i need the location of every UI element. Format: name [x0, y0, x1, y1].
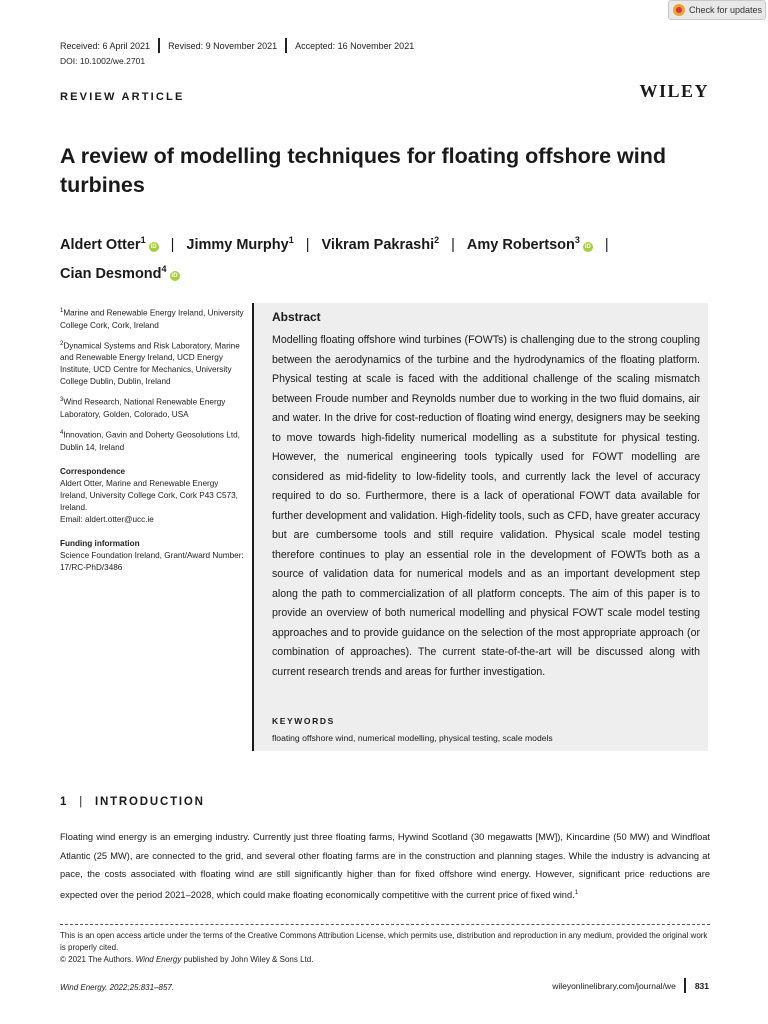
- paper-title: A review of modelling techniques for floating offshore wind turbines: [60, 144, 667, 197]
- article-dates: [60, 38, 414, 53]
- introduction-paragraph: Floating wind energy is an emerging industry. Currently just three floating farms, Hywind Scotland (30 megawatts [MW]), Kincardine (50 MW) and Windfloat Atlantic (25 MW), are connected to the grid, and several other floating farms are in the construction and planning stages. While the industry is advancing at pace, the costs associated with floating wind are still significantly higher than for fixed offshore wind energy. However, significant price reductions are expected over the period 2021–2028, which could make floating economically competitive with the current price of fixed wind.$^1$: [60, 832, 710, 900]
- journal-citation: Wind Energy. 2022;25:831–857.: [60, 983, 175, 992]
- funding-text: Science Foundation Ireland, Grant/Award Number: 17/RC-PhD/3486: [60, 550, 244, 572]
- footer-right: [552, 978, 709, 993]
- author[interactable]: Cian Desmond$^4$iD: [60, 263, 178, 282]
- section-number: 1: [60, 796, 69, 808]
- keywords: floating offshore wind, numerical modelling, physical testing, scale models: [272, 733, 553, 743]
- license-note: [60, 930, 710, 966]
- correspondence-text: Aldert Otter, Marine and Renewable Energy Ireland, University College Cork, Cork P43 C573, Ireland.: [60, 478, 238, 512]
- author-list: Aldert Otter$^1$iD | Jimmy Murphy$^1$ | Vikram Pakrashi$^2$ | Amy Robertson$^3$iD | Cian Desmond$^4$iD: [60, 235, 609, 282]
- journal-url[interactable]: wileyonlinelibrary.com/journal/we: [552, 980, 676, 991]
- keywords-heading: KEYWORDS: [272, 716, 335, 726]
- author[interactable]: Amy Robertson$^3$iD: [466, 235, 591, 253]
- article-type: REVIEW ARTICLE: [60, 91, 185, 103]
- orcid-icon[interactable]: iD: [584, 243, 591, 250]
- affiliation: $^2$Dynamical Systems and Risk Laboratory, Marine and Renewable Energy Ireland, UCD Energy Institute, UCD Centre for Mechanics, University College Dublin, Dublin, Ireland: [60, 340, 240, 387]
- affiliation: $^4$Innovation, Gavin and Doherty Geosolutions Ltd, Dublin 14, Ireland: [60, 430, 240, 452]
- check-for-updates-button[interactable]: [668, 0, 766, 20]
- article-info-column: [60, 305, 245, 580]
- publisher-logo[interactable]: WILEY: [639, 81, 709, 101]
- license-text: This is an open access article under the terms of the Creative Commons Attribution License, which permits use, distribution and reproduction in any medium, provided the original work is properly cited.: [60, 931, 708, 952]
- orcid-icon[interactable]: iD: [150, 243, 157, 250]
- funding-heading: Funding information: [60, 538, 140, 548]
- author[interactable]: Jimmy Murphy$^1$: [186, 235, 294, 253]
- footnote-divider: [60, 924, 710, 925]
- orcid-icon[interactable]: iD: [171, 272, 178, 279]
- abstract-text: Modelling floating offshore wind turbines (FOWTs) is challenging due to the strong coupling between the aerodynamics of the turbine and the hydrodynamics of the floating platform. Physical testing at scale is faced with the additional challenge of the scaling mismatch between Froude number and Reynolds number due to working in the two fluid domains, air and water. In the drive for cost-reduction of floating wind energy, designers may be seeking to move towards high-fidelity numerical modelling as a substitute for physical testing. However, the numerical engineering tools typically used for FOWT modelling are considered as mid-fidelity to low-fidelity tools, and currently lack the level of accuracy required to do so. Furthermore, there is a lack of operational FOWT data available for further development and validation. High-fidelity tools, such as CFD, have greater accuracy but are cumbersome tools and still require validation. Physical scale model testing therefore continues to play an essential role in the development of FOWTs both as a source of validation data for numerical models and as an important development step along the path to commercialization of all platform concepts. The aim of this paper is to provide an overview of both numerical modelling and physical FOWT scale model testing approaches and to provide guidance on the selection of the most appropriate approach (or combination of approaches). The current state-of-the-art will be discussed along with current research trends and areas for further investigation.: [272, 334, 700, 678]
- doi[interactable]: DOI: 10.1002/we.2701: [60, 56, 146, 66]
- section-heading: 1 | INTRODUCTION: [60, 796, 205, 808]
- section-title: INTRODUCTION: [95, 796, 205, 808]
- affiliation: $^1$Marine and Renewable Energy Ireland, University College Cork, Cork, Ireland: [60, 308, 244, 330]
- correspondence-email[interactable]: Email: aldert.otter@ucc.ie: [60, 514, 154, 524]
- affiliation: $^3$Wind Research, National Renewable Energy Laboratory, Golden, Colorado, USA: [60, 397, 226, 420]
- correspondence-heading: Correspondence: [60, 466, 126, 476]
- divider: [684, 978, 686, 993]
- divider: [158, 38, 160, 53]
- abstract-box: [252, 303, 708, 751]
- page-number: 831: [694, 980, 709, 991]
- author[interactable]: Vikram Pakrashi$^2$: [321, 235, 440, 253]
- accepted-date: Accepted: 16 November 2021: [295, 40, 415, 51]
- copyright-line: © 2021 The Authors. Wind Energy published by John Wiley & Sons Ltd.: [60, 955, 314, 964]
- citation-ref[interactable]: 1: [574, 889, 579, 896]
- crossmark-icon: [673, 4, 685, 16]
- abstract-heading: Abstract: [272, 310, 321, 324]
- revised-date: Revised: 9 November 2021: [168, 40, 278, 51]
- check-for-updates-label: Check for updates: [689, 5, 763, 15]
- author[interactable]: Aldert Otter$^1$iD: [60, 235, 157, 253]
- divider: [285, 38, 287, 53]
- received-date: Received: 6 April 2021: [60, 40, 151, 51]
